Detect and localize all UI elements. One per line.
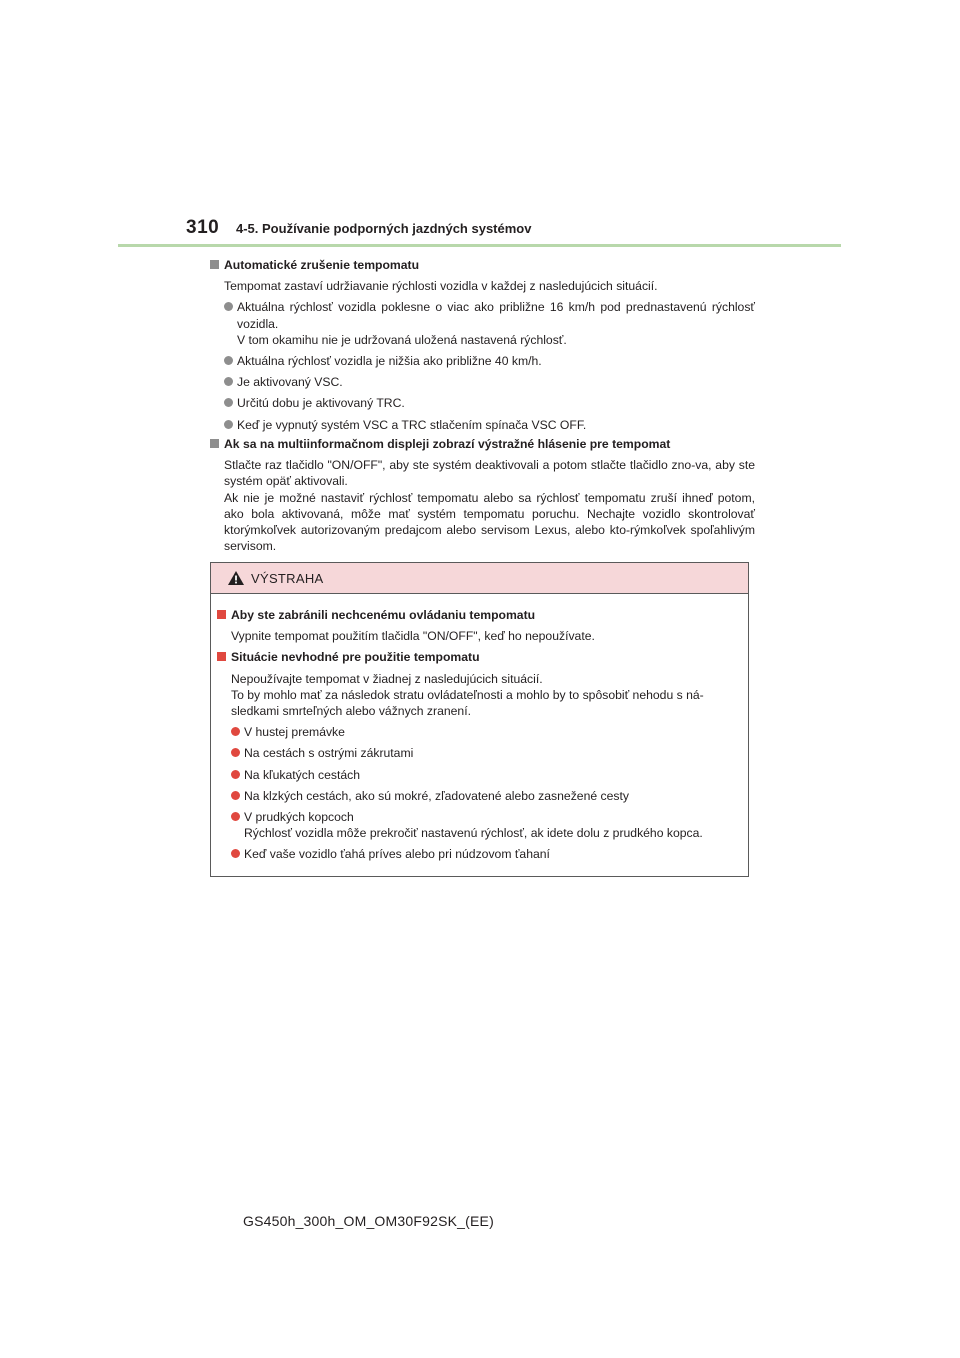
page-header (186, 217, 531, 239)
square-bullet-icon (210, 260, 219, 269)
circle-bullet-icon (224, 398, 233, 407)
section-intro: Tempomat zastaví udržiavanie rýchlosti vozidla v každej z nasledujúcich situácií. (224, 279, 658, 294)
warning-item-text: Nepoužívajte tempomat v žiadnej z nasledujúcich situácií. To by mohlo mať za následok stratu ovládateľnosti a mohlo by to spôsobiť nehodu s ná-sledkami smrteľných alebo vážnych zranení. (231, 671, 704, 719)
page-number: 310 (186, 217, 220, 238)
section-auto-cancel (210, 257, 755, 433)
section-title: 4-5. Používanie podporných jazdných systémov (236, 221, 532, 236)
doc-code: GS450h_300h_OM_OM30F92SK_(EE) (243, 1213, 494, 1229)
circle-bullet-icon (231, 770, 240, 779)
square-bullet-icon (217, 610, 226, 619)
list-item: Na cestách s ostrými zákrutami (231, 745, 745, 761)
section-warning-message (210, 436, 755, 554)
warning-title: VÝSTRAHA (251, 570, 324, 586)
section-text: Stlačte raz tlačidlo "ON/OFF", aby ste systém deaktivovali a potom stlačte tlačidlo zno-va, aby ste systém opäť aktivovali. Ak nie je možné nastaviť rýchlosť tempomatu alebo sa rýchlosť tempomatu zruší ihneď potom, ako bola aktivovaná, môže mať systém tempomatu poruchu. Nechajte vozidlo skontrolovať ktorýmkoľvek autorizovaným predajcom alebo servisom Lexus, alebo kto-rýmkoľvek spoľahlivým servisom. (224, 458, 755, 554)
circle-bullet-icon (224, 356, 233, 365)
circle-bullet-icon (231, 849, 240, 858)
list-item: Aktuálna rýchlosť vozidla poklesne o viac ako približne 16 km/h pod prednastavenú rýchlosť vozidla. V tom okamihu nie je udržovaná uložená nastavená rýchlosť. (224, 299, 755, 348)
list-item: Aktuálna rýchlosť vozidla je nižšia ako približne 40 km/h. (224, 353, 755, 369)
list-item: Keď je vypnutý systém VSC a TRC stlačením spínača VSC OFF. (224, 417, 755, 433)
circle-bullet-icon (231, 748, 240, 757)
list-item: Na kľukatých cestách (231, 767, 745, 783)
header-rule (118, 244, 841, 247)
section-heading: Ak sa na multiinformačnom displeji zobrazí výstražné hlásenie pre tempomat (210, 436, 755, 452)
warning-header (211, 563, 748, 594)
list-item: Keď vaše vozidlo ťahá príves alebo pri núdzovom ťahaní (231, 846, 745, 862)
circle-bullet-icon (231, 812, 240, 821)
warning-item-text: Vypnite tempomat použitím tlačidla "ON/OFF", keď ho nepoužívate. (231, 629, 595, 644)
warning-item-heading: Aby ste zabránili nechcenému ovládaniu tempomatu (217, 607, 745, 623)
list-item: V hustej premávke (231, 724, 745, 740)
square-bullet-icon (210, 439, 219, 448)
section-heading: Automatické zrušenie tempomatu (210, 257, 755, 273)
warning-triangle-icon (227, 570, 245, 586)
list-item: Je aktivovaný VSC. (224, 374, 755, 390)
list-item: Na klzkých cestách, ako sú mokré, zľadovatené alebo zasnežené cesty (231, 788, 745, 804)
circle-bullet-icon (224, 302, 233, 311)
list-item: V prudkých kopcoch Rýchlosť vozidla môže prekročiť nastavenú rýchlosť, ak idete dolu z prudkého kopca. (231, 809, 745, 841)
list-item: Určitú dobu je aktivovaný TRC. (224, 395, 755, 411)
circle-bullet-icon (231, 791, 240, 800)
warning-item-heading: Situácie nevhodné pre použitie tempomatu (217, 649, 745, 665)
square-bullet-icon (217, 652, 226, 661)
warning-body (217, 607, 745, 863)
circle-bullet-icon (224, 377, 233, 386)
circle-bullet-icon (231, 727, 240, 736)
circle-bullet-icon (224, 420, 233, 429)
warning-box (210, 562, 749, 877)
